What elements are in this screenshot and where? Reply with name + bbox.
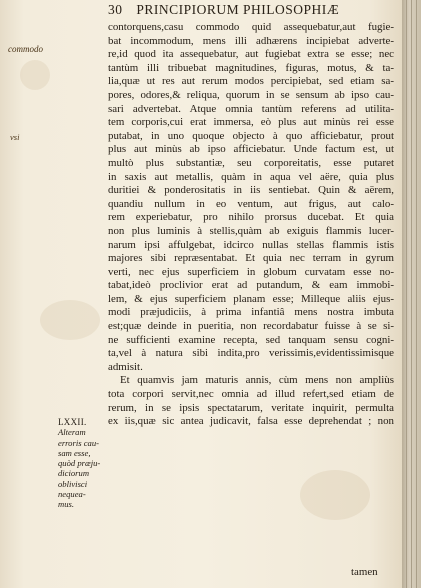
sidenote-line: quòd præju- — [58, 458, 101, 469]
sidenote-line: nequea- — [58, 489, 86, 500]
text-line: rerum, in se ipsis spectatarum, veritate inquirit, permulta — [108, 401, 394, 414]
sidenote-line: mus. — [58, 499, 74, 510]
edge-line — [416, 0, 417, 588]
text-line: rem experiebatur, pro nihilo prorsus ducebat. Et quia — [108, 211, 394, 224]
text-line: putabat, in uno quoque objecto à quo afficiebatur, prout — [108, 129, 394, 142]
paper-stain — [20, 60, 50, 90]
text-line: contorquens,casu commodo quid assequebatur,aut fugie- — [108, 21, 394, 33]
text-line: duritiei & ponderositatis in iis sentiebat. Quin & aërem, — [108, 184, 394, 197]
sidenote-line: sam esse, — [58, 447, 91, 458]
text-line: tantùm illi tribuebat magnitudines, figuras, motus, & ta- — [108, 61, 394, 74]
text-line: sari advertebat. Atque omnia tantùm referens ad utilita- — [108, 102, 394, 115]
edge-line — [411, 0, 412, 588]
text-line: tota corpori servit,nec omnia ad illud refert,sed etiam de — [108, 388, 394, 401]
text-line: Et quamvis jam maturis annis, cùm mens non ampliùs — [120, 374, 394, 387]
edge-line — [406, 0, 407, 588]
text-line: plus aut minùs ab ipso afficiebatur. Unde factum est, ut — [108, 143, 394, 156]
text-line: admisit. — [108, 360, 143, 373]
text-line: ta,vel à natura sibi indita,pro verissimis,evidentissimisque — [108, 347, 394, 360]
sidenote-line: diciorum — [58, 468, 90, 479]
sidenote-line: erroris cau- — [58, 437, 99, 448]
text-line: modi præjudiciis, à prima infantiâ mens nostra imbuta — [108, 306, 394, 319]
text-line: lem, & ejus superficiem planam esse; Milleque aliis ejus- — [108, 292, 394, 305]
sidenote-line: Alteram — [58, 427, 86, 438]
text-line: tem corporis,cui erat immersa, eò plus aut minùs rei esse — [108, 116, 394, 129]
text-line: tabat,ideò proclivior erat ad putandum, & eam immobi- — [108, 279, 394, 292]
sidenote-line: oblivisci — [58, 478, 88, 489]
text-line: quandiu nullum in eo ventum, aut frigus, aut calo- — [108, 197, 394, 210]
text-line: re,id quod ita assequebatur, aut fugiebat extra se esse; nec — [108, 48, 394, 61]
article-sidenote — [58, 417, 108, 510]
margin-note-vsi: vsi — [10, 132, 20, 142]
text-line: lia,quæ ut res aut rerum modos percipiebat, sed etiam sa- — [108, 75, 394, 88]
running-header — [108, 2, 398, 22]
text-line: est;quæ deinde in pueritia, non recordabatur fuisse à se si- — [108, 320, 394, 333]
paper-stain — [40, 300, 100, 340]
running-title: PRINCIPIORUM PHILOSOPHIÆ — [136, 2, 340, 17]
text-line: in saxis aut metallis, quàm in aqua vel aëre, quia plus — [108, 170, 394, 183]
text-line: multò plus substantiæ, seu corporeitatis, esse putaret — [108, 156, 394, 169]
text-line: non plus luminis à stellis,quàm ab exiguis flammis lucer- — [108, 224, 394, 237]
text-line: narum ipsi affulgebat, idcirco nullas stellas flammis istis — [108, 238, 394, 251]
text-line: ne sufficienti examine recepta, sed tanquam sensu cogni- — [108, 333, 394, 346]
text-line: bat incommodum, mens illi adhærens incipiebat adverte- — [108, 34, 394, 47]
margin-note-commodo: commodo — [8, 44, 43, 54]
paper-stain — [300, 470, 370, 520]
text-line: majores sibi repræsentabat. Et quia nec terram in gyrum — [108, 252, 394, 265]
catchword: tamen — [351, 566, 378, 578]
page-number: 30 — [108, 2, 123, 17]
body-text — [108, 21, 394, 429]
text-line: ex iis,quæ sic antea judicavit, falsa esse deprehendat ; non — [108, 415, 394, 428]
text-line: verti, nec ejus superficiem in globum curvatam esse no- — [108, 265, 394, 278]
article-number: LXXII. — [58, 417, 87, 427]
page-edge — [402, 0, 421, 588]
text-line: pores, odores,& reliqua, quorum in se sensum ab ipso cau- — [108, 88, 394, 101]
